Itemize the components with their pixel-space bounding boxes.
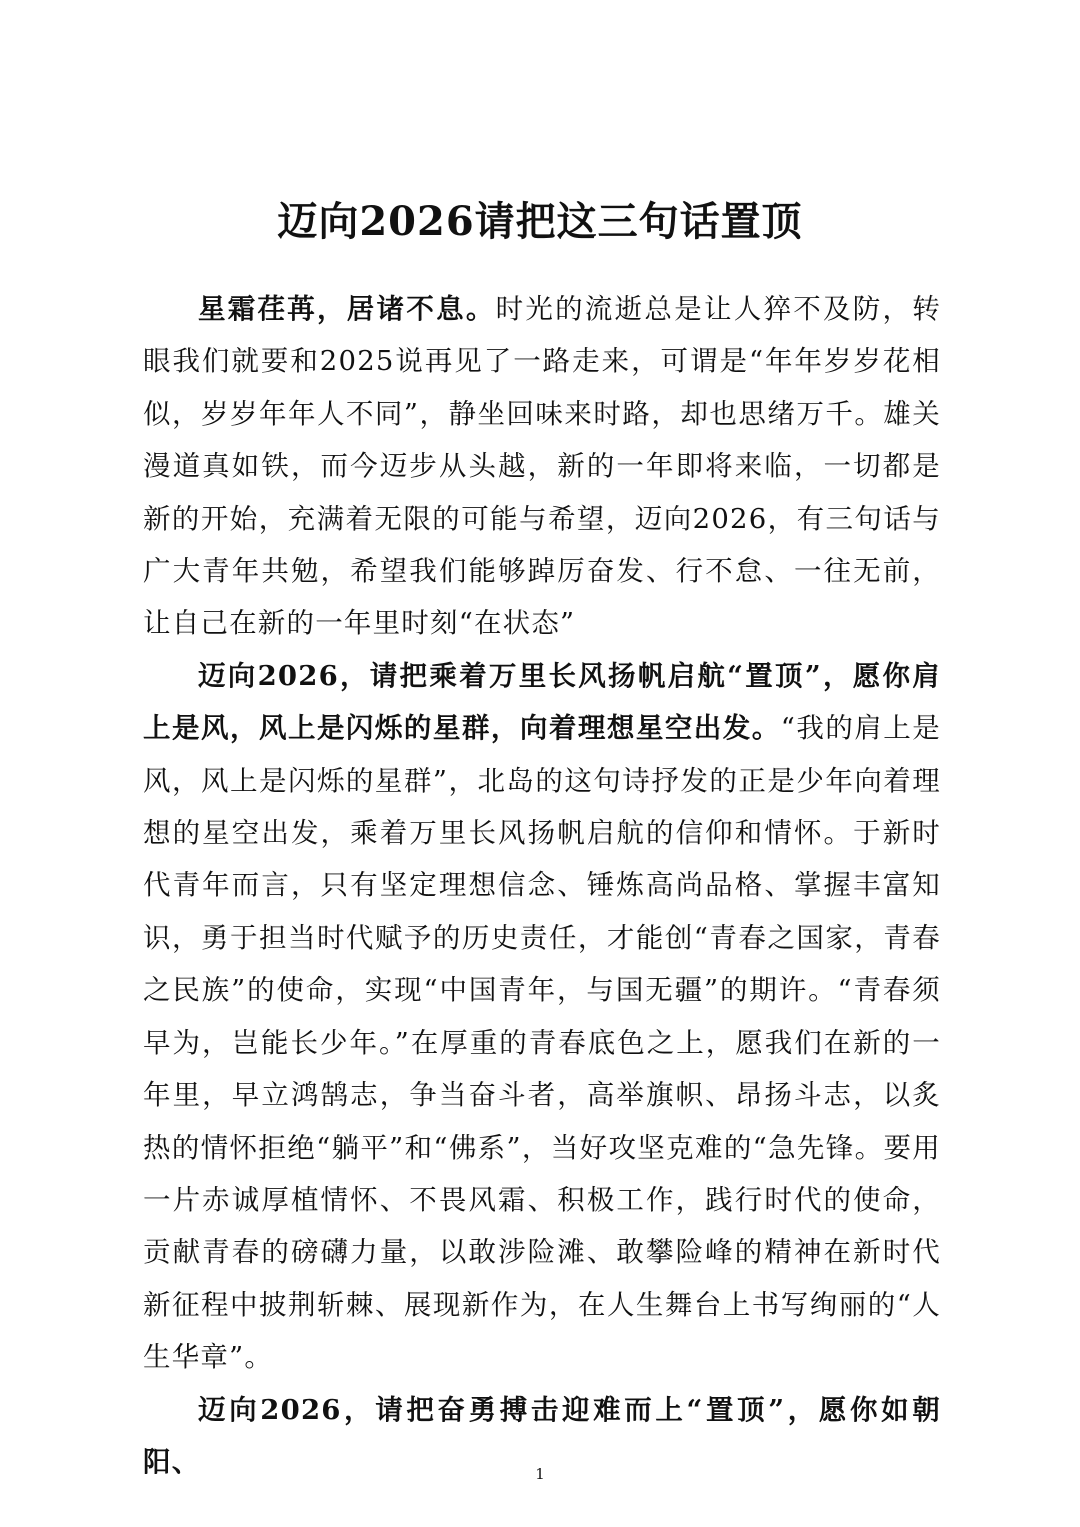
document-title: 迈向2026请把这三句话置顶 <box>277 197 803 245</box>
paragraph-2 <box>143 650 941 1384</box>
paragraph-lead: 迈向2026，请把奋勇搏击迎难而上“置顶”，愿你如朝阳、 <box>143 1393 941 1478</box>
page-number: 1 <box>535 1465 545 1483</box>
paragraph-lead: 迈向2026，请把乘着万里长风扬帆启航“置顶”，愿你肩上是风，风上是闪烁的星群，向着理想星空出发。 <box>143 659 941 745</box>
document-body <box>143 283 941 1488</box>
paragraph-lead: 星霜荏苒，居诸不息。 <box>198 293 496 325</box>
paragraph-1 <box>143 283 941 650</box>
paragraph-text: “我的肩上是风，风上是闪烁的星群”，北岛的这句诗抒发的正是少年向着理想的星空出发，乘着万里长风扬帆启航的信仰和情怀。于新时代青年而言，只有坚定理想信念、锤炼高尚品格、掌握丰富知识，勇于担当时代赋予的历史责任，才能创“青春之国家，青春之民族”的使命，实现“中国青年，与国无疆”的期许。“青春须早为，岂能长少年。”在厚重的青春底色之上，愿我们在新的一年里，早立鸿鹄志，争当奋斗者，高举旗帜、昂扬斗志，以炙热的情怀拒绝“躺平”和“佛系”，当好攻坚克难的“急先锋。要用一片赤诚厚植情怀、不畏风霜、积极工作，践行时代的使命，贡献青春的磅礴力量，以敢涉险滩、敢攀险峰的精神在新时代新征程中披荆斩棘、展现新作为，在人生舞台上书写绚丽的“人生华章”。 <box>143 712 942 1374</box>
paragraph-text: 时光的流逝总是让人猝不及防，转眼我们就要和2025说再见了一路走来，可谓是“年年岁岁花相似，岁岁年年人不同”，静坐回味来时路，却也思绪万千。雄关漫道真如铁，而今迈步从头越，新的一年即将来临，一切都是新的开始，充满着无限的可能与希望，迈向2026，有三句话与广大青年共勉，希望我们能够踔厉奋发、行不怠、一往无前，让自己在新的一年里时刻“在状态” <box>143 293 942 640</box>
